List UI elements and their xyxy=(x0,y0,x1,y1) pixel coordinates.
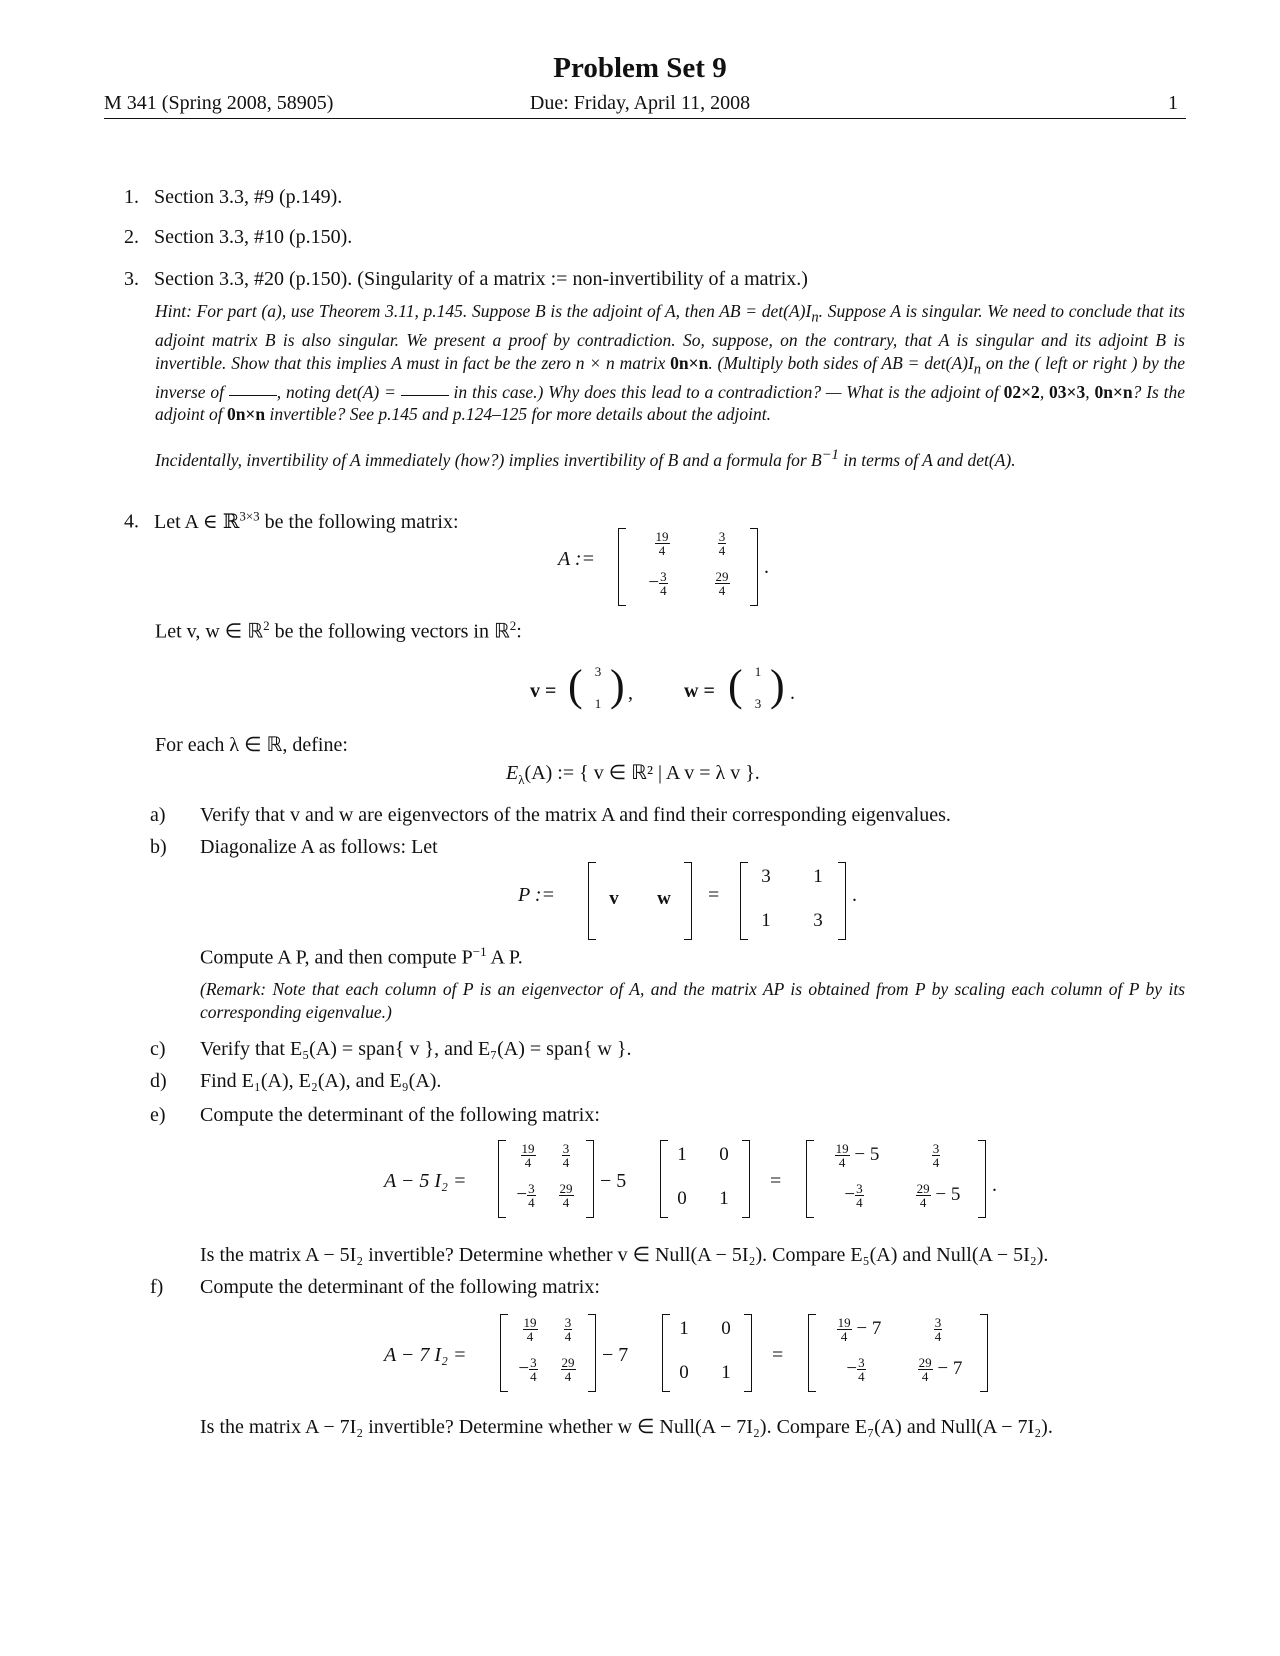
e-scalar: − 5 xyxy=(600,1170,627,1192)
e-identity: 1 0 0 1 xyxy=(660,1140,750,1220)
problem-4-intro: 4. Let A ∈ ℝ$^{3\times 3}$ be the following matrix: xyxy=(124,508,459,533)
f-question: Is the matrix A − 7I₂ invertible? Determine whether w ∈ Null(A − 7I₂). Compare E₇(A) and Null(A − 7I₂). xyxy=(200,1416,1053,1438)
page-number: 1 xyxy=(1168,92,1178,114)
matrix-A: $\frac{19}{4}$ $\frac{3}{4}$ − $\frac{3}{4}$ $\frac{29}{4}$ xyxy=(618,528,758,608)
part-e-label: e) xyxy=(150,1104,166,1126)
matrix-A-label: A := xyxy=(558,548,596,570)
f-lhs: A − 7 I₂ = xyxy=(384,1344,467,1366)
problem-3: 3. Section 3.3, #20 (p.150). (Singularity of a matrix := non-invertibility of a matrix.) xyxy=(124,268,808,290)
vector-v-label: v = xyxy=(530,680,557,702)
vector-w-1: 1 xyxy=(754,664,762,679)
header-rule xyxy=(104,118,1186,119)
matrix-P-numeric: 3 1 1 3 xyxy=(740,862,846,942)
part-a-text: Verify that v and w are eigenvectors of the matrix A and find their corresponding eigenvalues. xyxy=(200,804,951,826)
vector-w-label: w = xyxy=(684,680,715,702)
page-title: Problem Set 9 xyxy=(553,52,727,84)
course-info: M 341 (Spring 2008, 58905) xyxy=(104,92,334,114)
vector-w-2: 3 xyxy=(754,696,762,711)
part-b-text: Diagonalize A as follows: Let xyxy=(200,836,438,858)
part-e-text: Compute the determinant of the following matrix: xyxy=(200,1104,600,1126)
part-d-label: d) xyxy=(150,1070,167,1092)
problem-3-incidentally: Incidentally, invertibility of A immediately (how?) implies invertibility of B and a formula for $B^{-1}$ in terms of A and det(A). xyxy=(155,447,1016,470)
part-a-label: a) xyxy=(150,804,166,826)
e-matrix-A: $\frac{19}{4}$ $\frac{3}{4}$ − $\frac{3}{4}$ $\frac{29}{4}$ xyxy=(498,1140,594,1220)
define-text: For each λ ∈ ℝ, define: xyxy=(155,734,348,756)
vector-v-2: 1 xyxy=(594,696,602,711)
f-matrix-A: $\frac{19}{4}$ $\frac{3}{4}$ − $\frac{3}{4}$ $\frac{29}{4}$ xyxy=(500,1314,596,1394)
problem-1: 1. Section 3.3, #9 (p.149). xyxy=(124,186,343,208)
part-c-text: Verify that E₅(A) = span{ v }, and E₇(A) = span{ w }. xyxy=(200,1038,632,1060)
remark: (Remark: Note that each column of P is an eigenvector of A, and the matrix AP is obtained from P by scaling each column of P by its corresponding eigenvalue.) xyxy=(200,979,1185,1022)
problem-3-hint: Hint: For part (a), use Theorem 3.11, p.145. Suppose B is the adjoint of A, then AB = $\det(A)I_n$. Suppose A is singular. We need to conclude that its adjoint matrix B is also singular. We present a proof by contradiction. So, suppose, on the contrary, that A is singular and its adjoint B is invertible. Show that this implies A must in fact be the zero n × n matrix 0n×n. (Multiply both sides of AB = $\det(A)I_n$ on the ( left or right ) by the inverse of , noting det(A) = in this case.) Why does this lead to a contradiction? — What is the adjoint of 02×2, 03×3, 0n×n? Is the adjoint of 0n×n invertible? See p.145 and p.124–125 for more details about the adjoint. xyxy=(155,301,1186,424)
matrix-P-columns: v w xyxy=(588,862,692,942)
compute-AP: Compute A P, and then compute $P^{-1}$ A P. xyxy=(200,944,523,969)
blank-2 xyxy=(401,394,449,396)
vectors-intro: Let v, w ∈ ℝ$^2$ be the following vectors in ℝ$^2$: xyxy=(155,618,522,643)
part-d-text: Find E₁(A), E₂(A), and E₉(A). xyxy=(200,1070,442,1092)
due-date: Due: Friday, April 11, 2008 xyxy=(529,92,751,114)
eigenspace-definition: $E_\lambda(A)$ := { v ∈ ℝ² | A v = λ v }. xyxy=(506,762,760,787)
matrix-P-label: P := xyxy=(518,884,556,906)
vector-v-1: 3 xyxy=(594,664,602,679)
f-scalar: − 7 xyxy=(602,1344,629,1366)
e-lhs: A − 5 I₂ = xyxy=(384,1170,467,1192)
part-f-label: f) xyxy=(150,1276,164,1298)
blank-1 xyxy=(229,394,277,396)
f-result: $\frac{19}{4}$ − 7 $\frac{3}{4}$ − $\frac{3}{4}$ $\frac{29}{4}$ − 7 xyxy=(808,1314,988,1394)
part-f-text: Compute the determinant of the following matrix: xyxy=(200,1276,600,1298)
f-identity: 1 0 0 1 xyxy=(662,1314,752,1394)
part-b-label: b) xyxy=(150,836,167,858)
e-result: $\frac{19}{4}$ − 5 $\frac{3}{4}$ − $\frac{3}{4}$ $\frac{29}{4}$ − 5 xyxy=(806,1140,986,1220)
part-c-label: c) xyxy=(150,1038,166,1060)
problem-2: 2. Section 3.3, #10 (p.150). xyxy=(124,226,353,248)
e-question: Is the matrix A − 5I₂ invertible? Determine whether v ∈ Null(A − 5I₂). Compare E₅(A) and Null(A − 5I₂). xyxy=(200,1244,1049,1266)
